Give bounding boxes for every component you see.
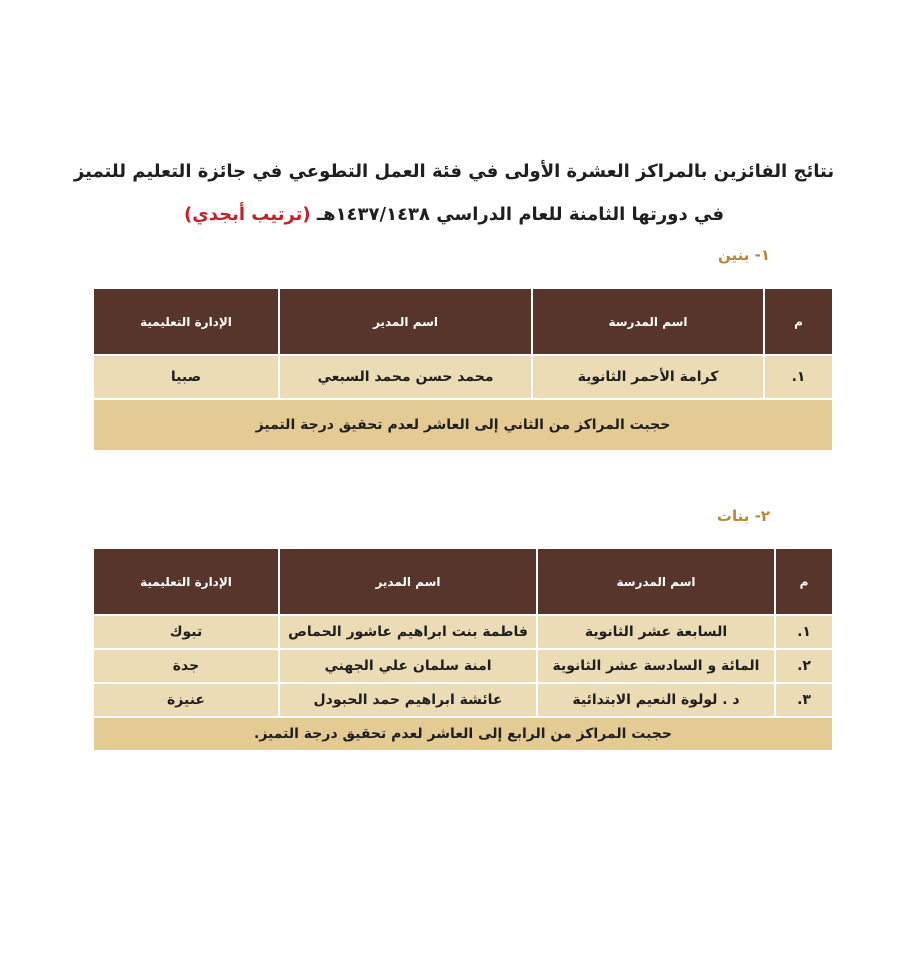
table-row <box>94 615 832 649</box>
section-heading-boys: ١- بنين <box>718 246 770 264</box>
school-name: كرامة الأحمر الثانوية <box>532 355 764 399</box>
table-header-row <box>94 549 832 615</box>
header-number: م <box>764 289 832 355</box>
principal-name: محمد حسن محمد السبعي <box>279 355 532 399</box>
education-department: جدة <box>94 649 279 683</box>
page-title-year: في دورتها الثامنة للعام الدراسي ١٤٣٧/١٤٣٨هـ <box>316 204 724 225</box>
principal-name: عائشة ابراهيم حمد الحبودل <box>279 683 537 717</box>
row-number: ١. <box>775 615 832 649</box>
school-name: السابعة عشر الثانوية <box>537 615 775 649</box>
girls-results-table <box>94 549 832 752</box>
row-number: ٣. <box>775 683 832 717</box>
table-note-row <box>94 399 832 451</box>
principal-name: امنة سلمان علي الجهني <box>279 649 537 683</box>
principal-name: فاطمة بنت ابراهيم عاشور الحماص <box>279 615 537 649</box>
withheld-note: حجبت المراكز من الثاني إلى العاشر لعدم تحقيق درجة التميز <box>94 399 832 451</box>
header-number: م <box>775 549 832 615</box>
table-row <box>94 649 832 683</box>
page-title-line-1: نتائج الفائزين بالمراكز العشرة الأولى في فئة العمل التطوعي في جائزة التعليم للتميز <box>73 161 835 182</box>
boys-results-table <box>94 289 832 452</box>
section-heading-girls: ٢- بنات <box>716 507 770 525</box>
row-number: ١. <box>764 355 832 399</box>
education-department: صبيا <box>94 355 279 399</box>
alphabetical-order-note: (ترتيب أبجدي) <box>184 204 311 225</box>
school-name: المائة و السادسة عشر الثانوية <box>537 649 775 683</box>
table-note-row <box>94 717 832 751</box>
education-department: تبوك <box>94 615 279 649</box>
row-number: ٢. <box>775 649 832 683</box>
header-school: اسم المدرسة <box>532 289 764 355</box>
header-school: اسم المدرسة <box>537 549 775 615</box>
school-name: د . لولوة النعيم الابتدائية <box>537 683 775 717</box>
table-header-row <box>94 289 832 355</box>
header-department: الإدارة التعليمية <box>94 549 279 615</box>
header-department: الإدارة التعليمية <box>94 289 279 355</box>
withheld-note: حجبت المراكز من الرابع إلى العاشر لعدم تحقيق درجة التميز. <box>94 717 832 751</box>
table-row <box>94 355 832 399</box>
table-row <box>94 683 832 717</box>
header-principal: اسم المدير <box>279 549 537 615</box>
education-department: عنيزة <box>94 683 279 717</box>
page-title-line-2 <box>0 203 908 227</box>
header-principal: اسم المدير <box>279 289 532 355</box>
